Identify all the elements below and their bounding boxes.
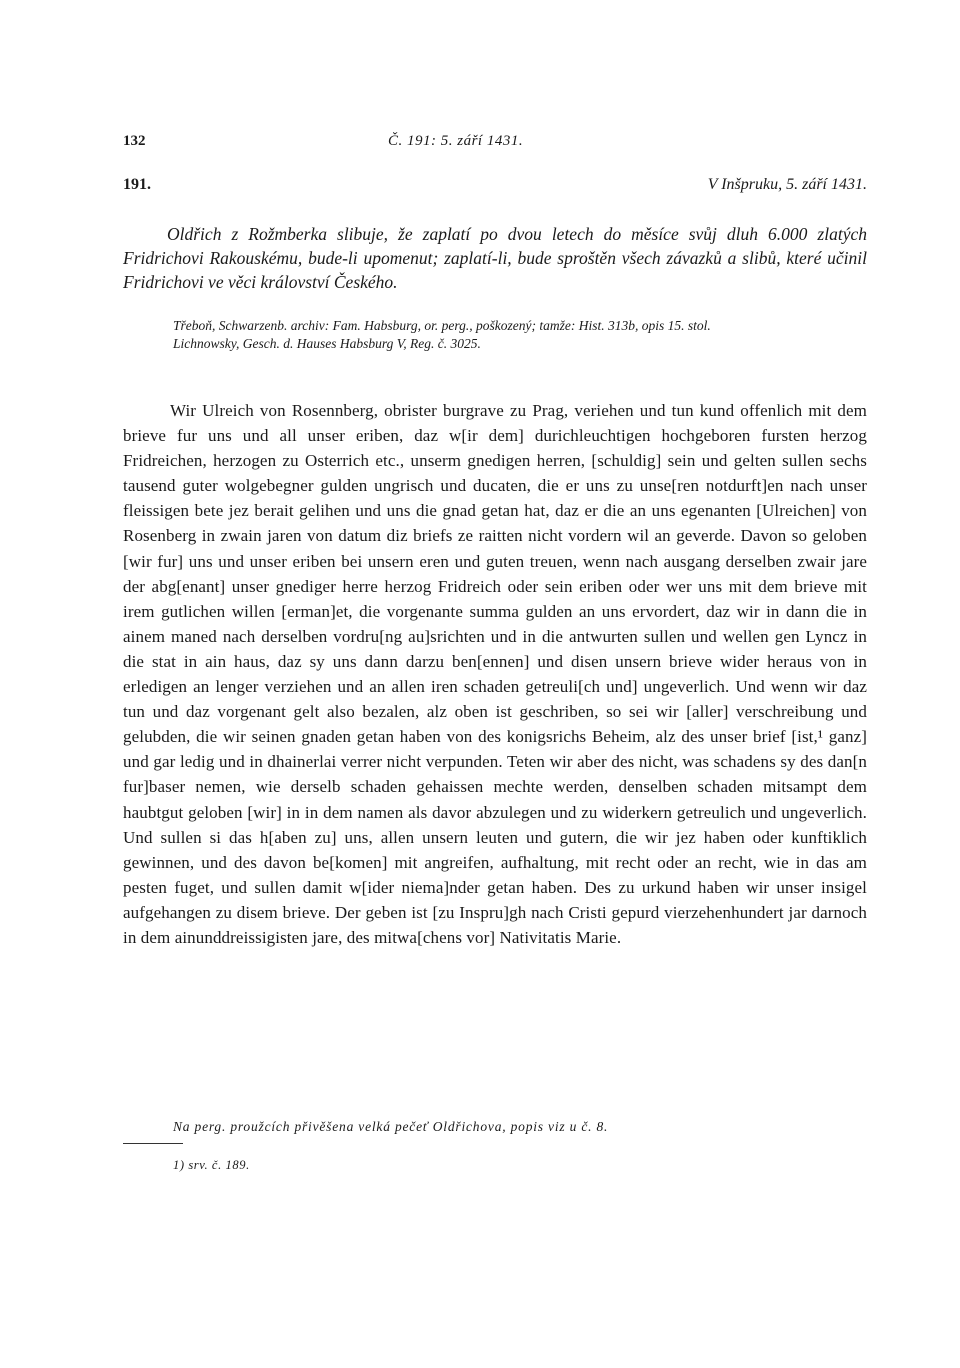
source-references <box>123 317 867 352</box>
document-page <box>123 0 867 1368</box>
document-number: 191. <box>123 176 151 193</box>
source-archive: Třeboň, Schwarzenb. archiv: Fam. Habsburg, or. perg., poškozený; tamže: Hist. 313b, opis 15. stol. <box>173 318 711 333</box>
page-number: 132 <box>123 133 146 149</box>
charter-text: Wir Ulreich von Rosennberg, obrister burgrave zu Prag, veriehen und tun kund offenlich mit dem brieve fur uns und all unser eriben, daz w[ir dem] durichleuchtigen hochgeboren fursten herzog Fridreichen, herzogen zu Osterrich etc., unserm gnedigen herren, [schuldig] sein und gelten sullen sechs tausend guter wolgebegner gulden ungrisch und ducaten, die er uns zu unse[ren notdurft]en nach unser fleissigen bete jez berait gelihen und uns die gnad getan hat, daz er die an uns egenanten [Ulreichen] von Rosenberg in zwain jaren von datum diz briefs ze raitten nicht vordern wil an geverde. Davon so geloben [wir fur] uns und unser eriben bei unsern eren und guten treuen, wenn nach ausgang derselben zwair jare der abg[enant] unser gnediger herre herzog Fridreich oder sein eriben oder wer uns mit dem brieve mit irem gutlichen willen [erman]et, die vorgenante summa gulden an uns ervordert, daz wir in dann die in ainem maned nach derselben vordru[ng au]srichten und in die antwurten sullen und wellen gen Lyncz in die stat in ain haus, daz sy uns dann darzu ben[ennen] und disen unsern brieve wider heraus von in erledigen an lenger verziehen und an allen iren schaden getreuli[ch und] ungeverlich. Und wenn wir daz tun und daz vorgenant gelt also bezalen, alz oben ist geschriben, so sei wir [aller] verschreibung und gelubden, die wir seinen gnaden getan haben von des konigsrichs Beheim, alz des unser brief [ist,¹ ganz] und gar ledig und in dhainerlai verrer nicht verpunden. Teten wir aber des nicht, was schadens sy des dan[n fur]baser nemen, wie derselb schaden gehaissen mechte werden, denselben schaden mitsampt dem haubtgut geloben [wir] in in dem namen als davor abzulegen und zu widerkern getreulich und ungeverlich. Und sullen si das h[aben zu] uns, allen unsern leuten und gutern, die wir jez haben oder kunftiklich gewinnen, und des davon be[komen] mit angreifen, aufhaltung, mit recht oder an recht, wie in das am pesten fuget, und sullen damit w[ider niema]nder getan haben. Des zu urkund haben wir unser insigel aufgehangen zu disem brieve. Der geben ist [zu Inspru]gh nach Cristi gepurd vierzehenhundert jar darnoch in dem ainunddreissigisten jare, des mitwa[chens vor] Nativitatis Marie. <box>123 401 867 947</box>
document-header <box>123 176 867 198</box>
running-title: Č. 191: 5. září 1431. <box>388 133 524 149</box>
document-place-date: V Inšpruku, 5. září 1431. <box>707 176 867 193</box>
source-literature: Lichnowsky, Gesch. d. Hauses Habsburg V, Reg. č. 3025. <box>173 335 481 351</box>
seal-note: Na perg. proužcích přivěšena velká pečeť Oldřichova, popis viz u č. 8. <box>173 1119 609 1134</box>
footnote-divider <box>123 1143 183 1144</box>
running-head <box>123 133 867 153</box>
regest-summary: Oldřich z Rožmberka slibuje, že zaplatí po dvou letech do měsíce svůj dluh 6.000 zlatých Fridrichovi Rakouskému, bude-li upomenut; zaplatí-li, bude sproštěn všech závazků a slibů, které učinil Fridrichovi ve věci království Českého. <box>123 224 867 292</box>
footnote: 1) srv. č. 189. <box>173 1158 250 1172</box>
